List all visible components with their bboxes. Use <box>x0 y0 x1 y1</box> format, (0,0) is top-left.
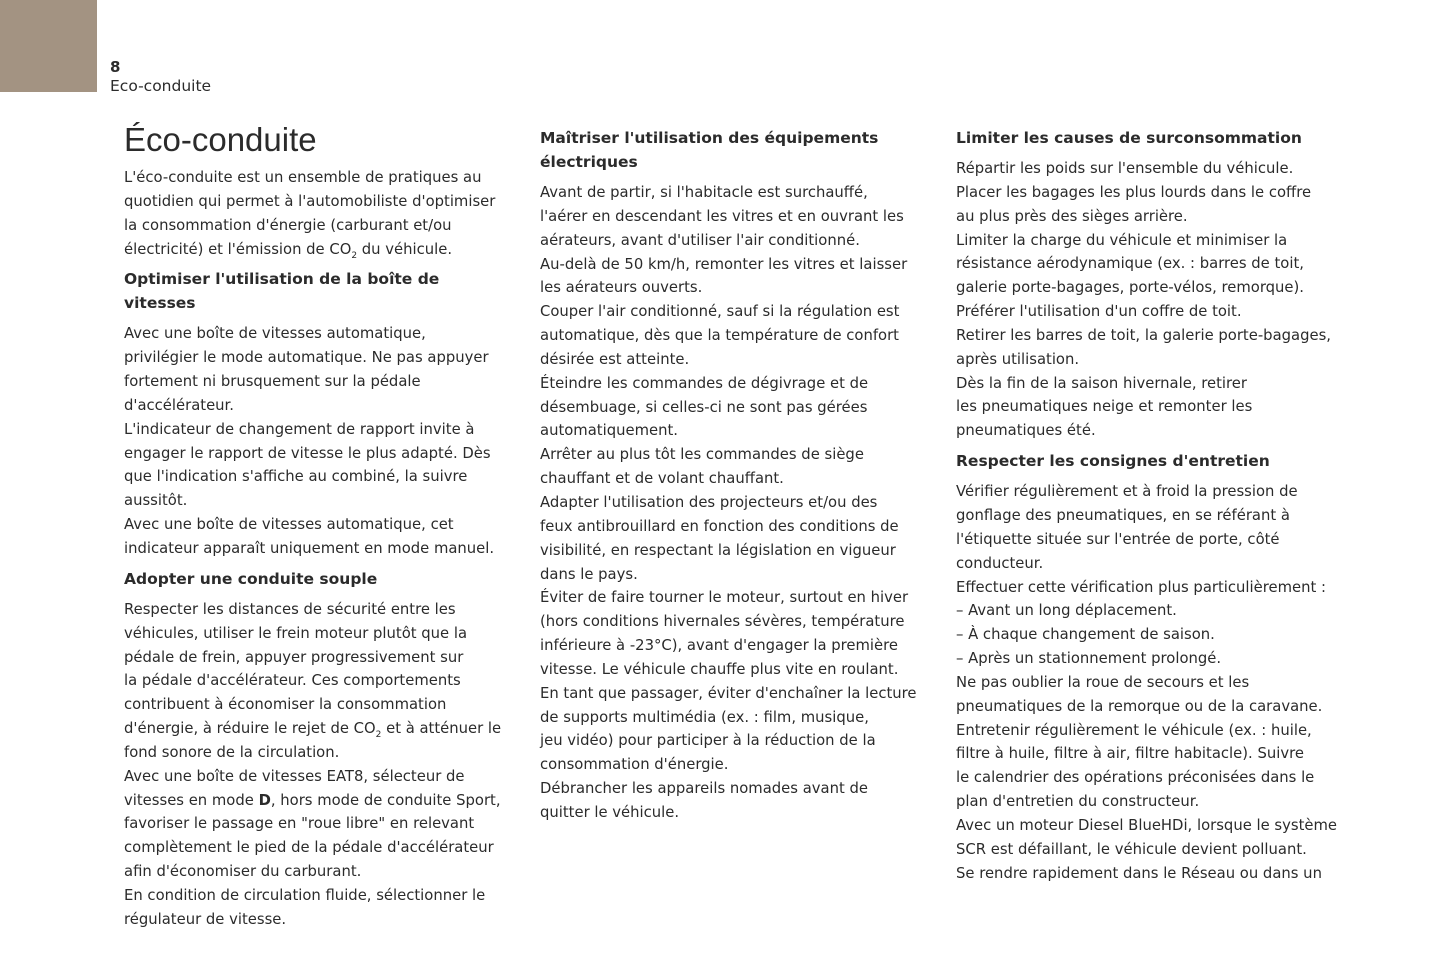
body-line: contribuent à économiser la consommation <box>124 696 447 714</box>
section-heading: Optimiser l'utilisation de la boîte de vitesses <box>124 270 440 313</box>
body-line: véhicules, utiliser le frein moteur plutôt que la <box>124 624 468 642</box>
body-line: L'indicateur de changement de rapport invite à <box>124 420 475 438</box>
body-line: L'éco-conduite est un ensemble de pratiques au <box>124 169 482 186</box>
body-line: régulateur de vitesse. <box>124 910 287 928</box>
body-line: Éviter de faire tourner le moteur, surtout en hiver <box>540 589 909 607</box>
section-body <box>956 480 1356 599</box>
body-line: les aérateurs ouverts. <box>540 279 703 297</box>
body-line: En tant que passager, éviter d'enchaîner la lecture <box>540 684 917 702</box>
subscript-2: 2 <box>351 250 358 261</box>
bullet-item: – Après un stationnement prolongé. <box>956 650 1222 668</box>
body-line: Adapter l'utilisation des projecteurs et/ou des <box>540 493 878 511</box>
body-line: gonflage des pneumatiques, en se référant à <box>956 506 1290 524</box>
body-line: Vérifier régulièrement et à froid la pression de <box>956 483 1298 501</box>
body-line: indicateur apparaît uniquement en mode manuel. <box>124 539 495 557</box>
body-line: Effectuer cette vérification plus particulièrement : <box>956 578 1326 596</box>
bullet-item: – À chaque changement de saison. <box>956 626 1215 644</box>
body-line: feux antibrouillard en fonction des conditions de <box>540 517 899 535</box>
page-number: 8 <box>110 58 121 76</box>
body-line: chauffant et de volant chauffant. <box>540 470 784 488</box>
body-line: d'accélérateur. <box>124 396 234 414</box>
section-heading: Maîtriser l'utilisation des équipements <box>540 129 879 147</box>
body-line: aérateurs, avant d'utiliser l'air conditionné. <box>540 231 860 249</box>
subscript-2: 2 <box>375 729 382 740</box>
body-line: désirée est atteinte. <box>540 350 690 368</box>
body-line: quitter le véhicule. <box>540 803 680 821</box>
body-line: galerie porte-bagages, porte-vélos, remorque). <box>956 279 1305 297</box>
body-line: la consommation d'énergie (carburant et/ou <box>124 216 452 234</box>
body-line: Au-delà de 50 km/h, remonter les vitres et laisser <box>540 255 908 273</box>
body-line: engager le rapport de vitesse le plus adapté. Dès <box>124 444 491 462</box>
body-line: afin d'économiser du carburant. <box>124 863 362 881</box>
body-line: Entretenir régulièrement le véhicule (ex. : huile, <box>956 721 1312 739</box>
body-line: automatiquement. <box>540 422 678 440</box>
body-line: pneumatiques de la remorque ou de la caravane. <box>956 697 1323 715</box>
body-line: consommation d'énergie. <box>540 756 729 774</box>
column-right <box>956 118 1356 885</box>
body-line: le calendrier des opérations préconisées dans le <box>956 769 1315 787</box>
body-line: privilégier le mode automatique. Ne pas appuyer <box>124 349 489 367</box>
body-line: Avec une boîte de vitesses automatique, <box>124 325 426 343</box>
body-line: filtre à huile, filtre à air, filtre habitacle). Suivre <box>956 745 1304 763</box>
body-line: fortement ni brusquement sur la pédale <box>124 373 421 391</box>
body-line: Avec une boîte de vitesses EAT8, sélecteur de <box>124 767 465 785</box>
body-line: (hors conditions hivernales sévères, température <box>540 613 905 631</box>
body-line: conducteur. <box>956 554 1044 572</box>
section-body <box>956 157 1356 443</box>
body-line: pneumatiques été. <box>956 422 1096 440</box>
body-line: l'aérer en descendant les vitres et en ouvrant les <box>540 207 904 225</box>
body-line: après utilisation. <box>956 350 1080 368</box>
body-line: Placer les bagages les plus lourds dans le coffre <box>956 183 1312 201</box>
body-line: Respecter les distances de sécurité entre les <box>124 600 456 618</box>
body-line: aussitôt. <box>124 492 188 510</box>
body-line: SCR est défaillant, le véhicule devient polluant. <box>956 840 1307 858</box>
body-line: Limiter la charge du véhicule et minimiser la <box>956 231 1288 249</box>
body-line: au plus près des sièges arrière. <box>956 207 1188 225</box>
body-line: de supports multimédia (ex. : film, musique, <box>540 708 869 726</box>
section-heading: Adopter une conduite souple <box>124 569 378 588</box>
body-line: dans le pays. <box>540 565 638 583</box>
page-title: Éco-conduite <box>124 121 317 158</box>
body-line: automatique, dès que la température de confort <box>540 327 899 345</box>
body-line: électricité) et l'émission de $CO_2$ du véhicule. <box>124 240 453 261</box>
body-line: les pneumatiques neige et remonter les <box>956 398 1253 416</box>
body-line: complètement le pied de la pédale d'accélérateur <box>124 839 494 857</box>
body-line: favoriser le passage en "roue libre" en relevant <box>124 815 475 833</box>
section-body <box>540 181 932 825</box>
body-line: quotidien qui permet à l'automobiliste d'optimiser <box>124 192 496 210</box>
body-line: Arrêter au plus tôt les commandes de siège <box>540 446 864 464</box>
body-line: Dès la fin de la saison hivernale, retirer <box>956 374 1247 392</box>
body-line: Répartir les poids sur l'ensemble du véhicule. <box>956 160 1294 177</box>
body-line: En condition de circulation fluide, sélectionner le <box>124 886 486 904</box>
body-line: fond sonore de la circulation. <box>124 743 340 761</box>
section-heading: électriques <box>540 153 638 171</box>
section-body <box>956 671 1356 886</box>
body-line: Retirer les barres de toit, la galerie porte-bagages, <box>956 326 1332 344</box>
column-middle <box>540 118 932 825</box>
body-line: que l'indication s'affiche au combiné, la suivre <box>124 468 468 486</box>
column-left <box>124 118 516 932</box>
body-line: Éteindre les commandes de dégivrage et de <box>540 374 869 392</box>
body-line: Débrancher les appareils nomades avant de <box>540 780 868 798</box>
body-line: Avec une boîte de vitesses automatique, cet <box>124 516 454 534</box>
body-line: Se rendre rapidement dans le Réseau ou dans un <box>956 864 1322 882</box>
body-line: inférieure à -23°C), avant d'engager la première <box>540 637 898 655</box>
body-line: vitesses en mode D, hors mode de conduite Sport, <box>124 791 501 809</box>
bullet-list <box>956 599 1356 671</box>
body-line: d'énergie, à réduire le rejet de $CO_2$ et à atténuer le <box>124 720 502 740</box>
body-line: désembuage, si celles-ci ne sont pas gérées <box>540 398 868 416</box>
body-line: jeu vidéo) pour participer à la réduction de la <box>540 732 876 750</box>
body-line: la pédale d'accélérateur. Ces comportements <box>124 672 461 690</box>
body-line: Avec un moteur Diesel BlueHDi, lorsque le système <box>956 816 1338 834</box>
bullet-item: – Avant un long déplacement. <box>956 602 1177 620</box>
body-line: Couper l'air conditionné, sauf si la régulation est <box>540 303 900 321</box>
body-line: visibilité, en respectant la législation en vigueur <box>540 541 896 559</box>
section-heading: Respecter les consignes d'entretien <box>956 452 1270 471</box>
chapter-tab-block <box>0 0 97 92</box>
body-line: l'étiquette située sur l'entrée de porte, côté <box>956 530 1280 548</box>
section-heading: Limiter les causes de surconsommation <box>956 129 1302 147</box>
body-line: Avant de partir, si l'habitacle est surchauffé, <box>540 184 868 201</box>
body-line: pédale de frein, appuyer progressivement sur <box>124 648 464 666</box>
body-line: Ne pas oublier la roue de secours et les <box>956 673 1250 691</box>
body-line: vitesse. Le véhicule chauffe plus vite en roulant. <box>540 660 899 678</box>
body-line: Préférer l'utilisation d'un coffre de toit. <box>956 303 1242 321</box>
mode-d-label: D <box>258 791 271 809</box>
running-header: Eco-conduite <box>110 77 212 95</box>
body-line: résistance aérodynamique (ex. : barres de toit, <box>956 255 1304 273</box>
body-line: plan d'entretien du constructeur. <box>956 793 1200 811</box>
